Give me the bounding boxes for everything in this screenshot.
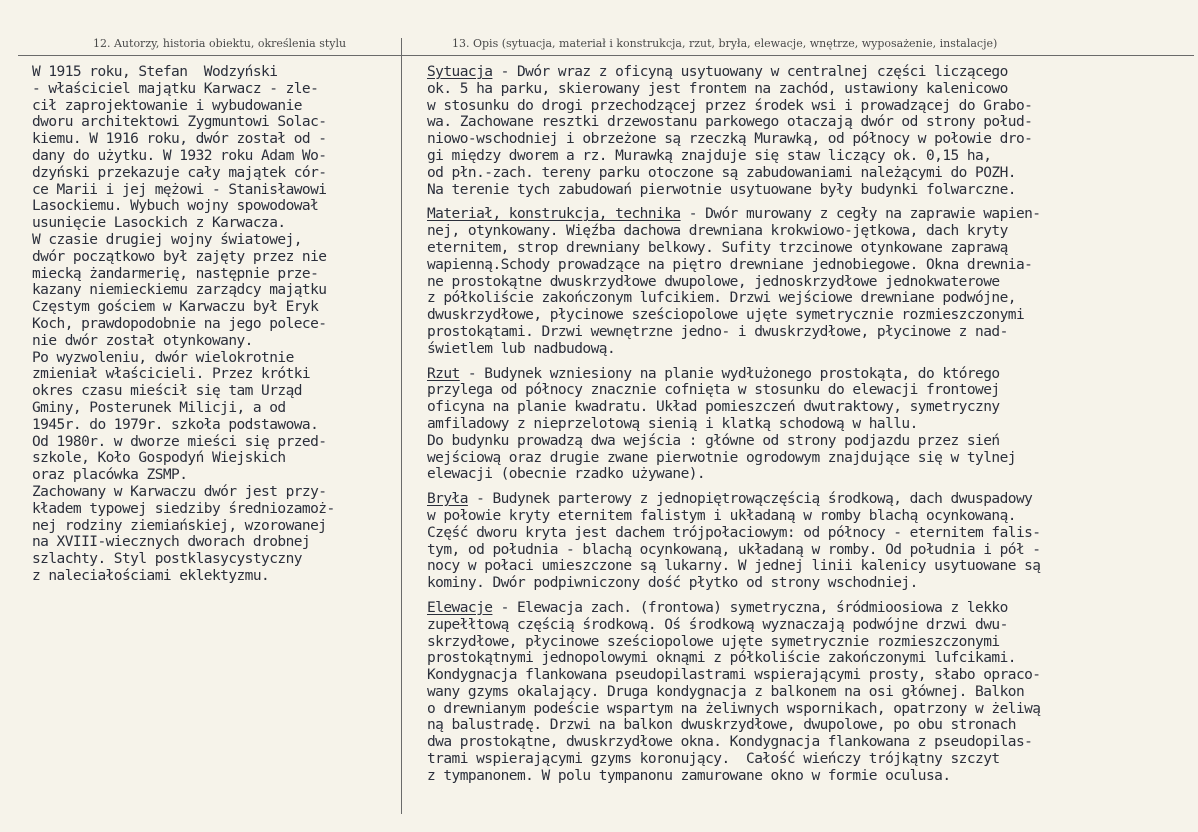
history-line: na XVIII-wiecznych dworach drobnej	[32, 534, 311, 551]
section-line: o drewnianym podeście wspartym na żeliwnych wspornikach, opatrzony w żeliwą	[427, 700, 1041, 717]
history-line: okres czasu mieścił się tam Urząd	[32, 383, 302, 400]
section-line: zupełłtową częścią środkową. Oś środkową wyznaczają podwójne drzwi dwu-	[427, 616, 1008, 633]
description-section	[427, 600, 1193, 785]
description-section	[427, 206, 1193, 357]
history-line: nej rodziny ziemiańskiej, wzorowanej	[32, 517, 327, 534]
section-line: wapienną.Schody prowadzące na piętro drewniane jednobiegowe. Okna drewnia-	[427, 256, 1033, 273]
history-line: kładem typowej siedziby średniozamoż-	[32, 500, 335, 517]
section-line: eternitem, strop drewniany belkowy. Sufity trzcinowe otynkowane zaprawą	[427, 239, 1008, 256]
section-line: wany gzyms okalający. Druga kondygnacja z balkonem na osi głównej. Balkon	[427, 683, 1025, 700]
section-first-line	[427, 64, 1193, 81]
section-line: dwa prostokątne, dwuskrzydłowe okna. Kondygnacja flankowana z pseudopilas-	[427, 734, 1033, 751]
section-first-line	[427, 206, 1193, 223]
history-line: W 1915 roku, Stefan Wodzyński	[32, 64, 278, 80]
section-heading: Sytuacja	[427, 64, 493, 80]
history-line: - właściciel majątku Karwacz - zle-	[32, 80, 319, 97]
history-line: Zachowany w Karwaczu dwór jest przy-	[32, 483, 327, 500]
history-line: szlachty. Styl postklasycystyczny	[32, 551, 302, 568]
section-first-line-text: - Dwór wraz z oficyną usytuowany w centralnej części liczącego	[492, 64, 1008, 80]
history-line: Gminy, Posterunek Milicji, a od	[32, 399, 286, 416]
section-line: Kondygnacja flankowana pseudopilastrami wspierającymi prosty, słabo opraco-	[427, 667, 1041, 684]
section-line: elewacji (obecnie rzadko używane).	[427, 466, 706, 483]
history-line: dwór początkowo był zajęty przez nie	[32, 248, 327, 265]
history-line: zmieniał właścicieli. Przez krótki	[32, 366, 311, 383]
section-heading: Elewacje	[427, 599, 493, 616]
section-line: niowo-wschodniej i obrzeżone są rzeczką Murawką, od północy w połowie dro-	[427, 131, 1033, 148]
section-first-line	[427, 600, 1193, 617]
history-line: Częstym gościem w Karwaczu był Eryk	[32, 299, 319, 316]
section-line: trami wspierającymi gzyms koronujący. Całość wieńczy trójkątny szczyt	[427, 751, 1000, 768]
section-line: Na terenie tych zabudowań pierwotnie usytuowane były budynki folwarczne.	[427, 181, 1016, 198]
history-line: Koch, prawdopodobnie na jego polece-	[32, 315, 327, 332]
section-line: kominy. Dwór podpiwniczony dość płytko od strony wschodniej.	[427, 575, 918, 592]
description-section	[427, 366, 1193, 484]
section-line: ok. 5 ha parku, skierowany jest frontem na zachód, ustawiony kalenicowo	[427, 80, 1008, 97]
history-line: z naleciałościami eklektyzmu.	[32, 567, 270, 584]
section-line: wejściową oraz drugie zwane pierwotnie ogrodowym znajdujące się w tylnej	[427, 449, 1016, 466]
section-line: oficyna na planie kwadratu. Układ pomieszczeń dwutraktowy, symetryczny	[427, 399, 1000, 416]
section-line: Część dworu kryta jest dachem trójpołaciowym: od północy - eternitem falis-	[427, 524, 1041, 541]
description-section	[427, 64, 1193, 198]
section-line: w połowie kryty eternitem falistym i układaną w romby blachą ocynkowaną.	[427, 507, 1016, 524]
section-first-line-text: - Budynek wzniesiony na planie wydłużonego prostokąta, do którego	[459, 365, 1000, 382]
section-line: ną balustradę. Drzwi na balkon dwuskrzydłowe, dwupolowe, po obu stronach	[427, 717, 1016, 734]
section-heading: Materiał, konstrukcja, technika	[427, 206, 681, 223]
section-line: nej, otynkowany. Więźba dachowa drewniana krokwiowo-jętkowa, dach kryty	[427, 223, 1008, 240]
history-line: dworu architektowi Zygmuntowi Solac-	[32, 114, 327, 131]
history-line: W czasie drugiej wojny światowej,	[32, 231, 302, 248]
right-column-header: 13. Opis (sytuacja, materiał i konstrukcja, rzut, bryła, elewacje, wnętrze, wyposażenie, instalacje)	[452, 37, 998, 50]
description-text-block	[427, 64, 1193, 793]
description-section	[427, 491, 1193, 592]
section-first-line	[427, 366, 1193, 383]
section-first-line-text: - Elewacja zach. (frontowa) symetryczna, śródmioosiowa z lekko	[492, 599, 1008, 616]
section-line: dwuskrzydłowe, płycinowe sześciopolowe ujęte symetrycznie rozmieszczonymi	[427, 307, 1025, 324]
history-line: oraz placówka ZSMP.	[32, 467, 188, 484]
section-line: z półkoliście zakończonym lufcikiem. Drzwi wejściowe drewniane podwójne,	[427, 290, 1016, 307]
history-line: kiemu. W 1916 roku, dwór został od -	[32, 131, 327, 148]
section-line: skrzydłowe, płycinowe sześciopolowe ujęte symetrycznie rozmieszczonymi	[427, 633, 1000, 650]
section-line: wa. Zachowane resztki drzewostanu parkowego otaczają dwór od strony połud-	[427, 114, 1033, 131]
history-line: dany do użytku. W 1932 roku Adam Wo-	[32, 147, 327, 164]
history-line: szkole, Koło Gospodyń Wiejskich	[32, 450, 286, 467]
history-line: usunięcie Lasockich z Karwacza.	[32, 215, 286, 232]
history-line: kazany niemieckiemu zarządcy majątku	[32, 282, 327, 299]
section-line: Do budynku prowadzą dwa wejścia : główne od strony podjazdu przez sień	[427, 432, 1000, 449]
section-line: tym, od południa - blachą ocynkowaną, układaną w romby. Od południa i pół -	[427, 541, 1041, 558]
section-line: w stosunku do drogi przechodzącej przez środek wsi i prowadzącej do Grabo-	[427, 97, 1033, 114]
history-text-block	[32, 64, 398, 585]
history-line: ce Marii i jej mężowi - Stanisławowi	[32, 181, 327, 198]
history-line: miecką żandarmerię, następnie prze-	[32, 265, 319, 282]
section-line: przylega od północy znacznie cofnięta w stosunku do elewacji frontowej	[427, 382, 1000, 399]
section-line: od płn.-zach. tereny parku otoczone są zabudowaniami należącymi do POZH.	[427, 164, 1016, 181]
column-divider	[401, 38, 402, 814]
history-line: Lasockiemu. Wybuch wojny spowodował	[32, 198, 319, 215]
section-line: prostokątnymi jednopolowymi oknąmi z półkoliście zakończonymi lufcikami.	[427, 650, 1016, 667]
history-line: 1945r. do 1979r. szkoła podstawowa.	[32, 416, 319, 433]
section-first-line-text: - Budynek parterowy z jednopiętrowączęścią środkową, dach dwuspadowy	[467, 491, 1033, 508]
history-line: Po wyzwoleniu, dwór wielokrotnie	[32, 349, 294, 366]
section-heading: Rzut	[427, 365, 460, 382]
history-line: cił zaprojektowanie i wybudowanie	[32, 97, 302, 114]
section-heading: Bryła	[427, 491, 468, 508]
section-first-line-text: - Dwór murowany z cegły na zaprawie wapien-	[680, 206, 1041, 223]
section-line: ne prostokątne dwuskrzydłowe dwupolowe, jednoskrzydłowe jednokwaterowe	[427, 273, 1000, 290]
left-column-header: 12. Autorzy, historia obiektu, określenia stylu	[93, 37, 347, 50]
section-line: świetlem lub nadbudową.	[427, 340, 616, 357]
history-line: Od 1980r. w dworze mieści się przed-	[32, 433, 327, 450]
section-line: z tympanonem. W polu tympanonu zamurowane okno w formie oculusa.	[427, 767, 951, 784]
history-line: dzyński przekazuje cały majątek cór-	[32, 164, 327, 181]
section-first-line	[427, 491, 1193, 508]
section-line: nocy w połaci umieszczone są lukarny. W jednej linii kalenicy usytuowane są	[427, 558, 1041, 575]
section-line: amfiladowy z nieprzelotową sienią i klatką schodową w hallu.	[427, 415, 918, 432]
history-line: nie dwór został otynkowany.	[32, 332, 253, 349]
section-line: prostokątami. Drzwi wewnętrzne jedno- i dwuskrzydłowe, płycinowe z nad-	[427, 323, 1008, 340]
section-line: gi między dworem a rz. Murawką znajduje się staw liczący ok. 0,15 ha,	[427, 147, 992, 164]
header-rule	[18, 55, 1194, 56]
